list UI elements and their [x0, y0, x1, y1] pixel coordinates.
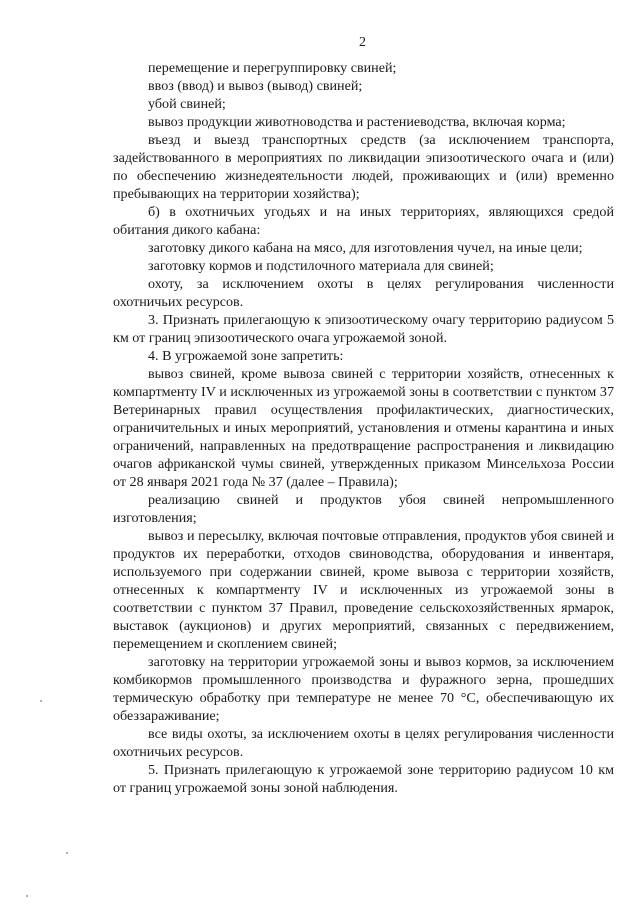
- paragraph-shipment: вывоз и пересылку, включая почтовые отправления, продуктов убоя свиней и продуктов их переработки, отходов свиноводства, оборудования и инвентаря, используемого при содержании свиней, кроме вывоза с территории хозяйств, отнесенных к компартменту IV и исключенных из угрожаемой зоны в соответствии с пунктом 37 Правил, проведение сельскохозяйственных ярмарок, выставок (аукционов) и других мероприятий, связанных с передвижением, перемещением и скоплением свиней;: [113, 528, 614, 652]
- document-body: [113, 59, 614, 797]
- paragraph-observation-zone: 5. Признать прилегающую к угрожаемой зоне территорию радиусом 10 км от границ угрожаемой зоны зоной наблюдения.: [113, 762, 614, 796]
- scan-speck: [66, 852, 68, 854]
- paragraph-threatened-zone: 3. Признать прилегающую к эпизоотическому очагу территорию радиусом 5 км от границ эпизоотического очага угрожаемой зоной.: [113, 312, 614, 346]
- paragraph-vehicle-entry: въезд и выезд транспортных средств (за исключением транспорта, задействованного в мероприятиях по ликвидации эпизоотического очага и (или) по обеспечению жизнедеятельности людей, проживающих и (или) временно пребывающих на территории хозяйства);: [113, 132, 614, 202]
- paragraph-import-export: ввоз (ввод) и вывоз (вывод) свиней;: [148, 78, 363, 94]
- page-number: 2: [359, 35, 366, 50]
- scan-speck: [26, 895, 28, 897]
- paragraph-all-hunting: все виды охоты, за исключением охоты в целях регулирования численности охотничьих ресурсов.: [113, 726, 614, 760]
- paragraph-hunting-grounds: б) в охотничьих угодьях и на иных территориях, являющихся средой обитания дикого кабана:: [113, 204, 614, 238]
- paragraph-hunting: охоту, за исключением охоты в целях регулирования численности охотничьих ресурсов.: [113, 276, 614, 310]
- paragraph-feed-harvest: заготовку кормов и подстилочного материала для свиней;: [148, 258, 494, 274]
- scan-speck: [40, 700, 42, 702]
- paragraph-slaughter: убой свиней;: [148, 96, 226, 112]
- paragraph-products-export: вывоз продукции животноводства и растениеводства, включая корма;: [148, 114, 566, 130]
- paragraph-feed-procurement: заготовку на территории угрожаемой зоны и вывоз кормов, за исключением комбикормов промышленного производства и фуражного зерна, прошедших термическую обработку при температуре не менее 70 °С, обеспечивающую их обеззараживание;: [113, 654, 614, 724]
- paragraph-boar-harvest: заготовку дикого кабана на мясо, для изготовления чучел, на иные цели;: [148, 240, 583, 256]
- paragraph-zone-prohibitions: 4. В угрожаемой зоне запретить:: [148, 348, 344, 364]
- paragraph-movement: перемещение и перегруппировку свиней;: [148, 60, 397, 76]
- paragraph-pig-export: вывоз свиней, кроме вывоза свиней с территории хозяйств, отнесенных к компартменту IV и исключенных из угрожаемой зоны в соответствии с пунктом 37 Ветеринарных правил осуществления профилактических, диагностических, ограничительных и иных мероприятий, установления и отмены карантина и иных ограничений, направленных на предотвращение распространения и ликвидацию очагов африканской чумы свиней, утвержденных приказом Минсельхоза России от 28 января 2021 года № 37 (далее – Правила);: [113, 366, 614, 490]
- paragraph-sale-products: реализацию свиней и продуктов убоя свиней непромышленного изготовления;: [113, 492, 614, 526]
